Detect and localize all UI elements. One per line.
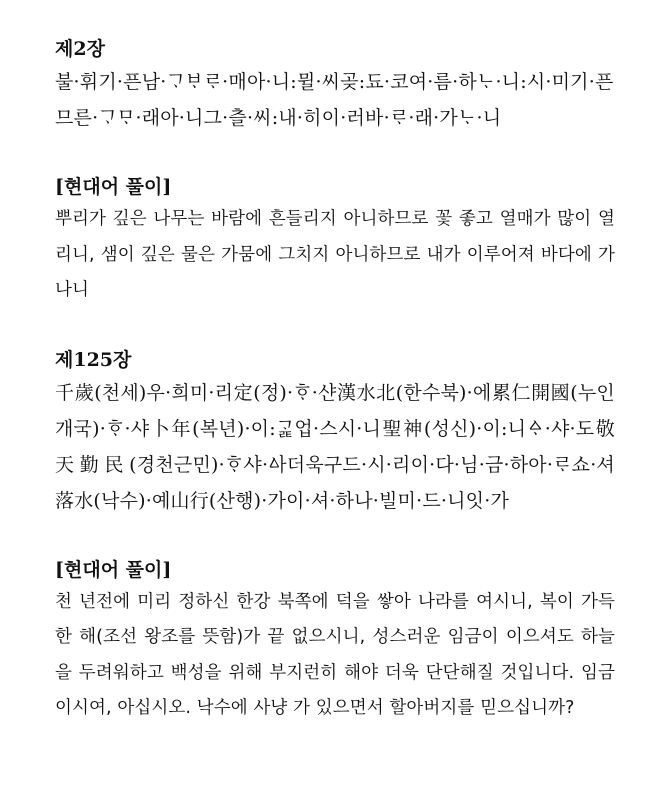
chapter-125-modern-section bbox=[55, 555, 615, 727]
chapter-125-original-text: 千歲(천세)우·희미·리定(정)·ᄒᆞ·샨漢水北(한수북)·에累仁開國(누인개국)·ᄒᆞ·샤卜年(복년)·이:ᄀᆞᆴ업·스시·니聖神(성신)·이:니ᅀᆞ·샤·도敬天勤民(경천근민)·ᄒᆞ샤·ᅀᅡ더욱구드·시·리이·다·님·금·하아·ᄅᆞ쇼·셔落水(낙수)·예山行(산행)·가이·셔·하나·빌미·드·니잇·가 bbox=[55, 381, 615, 512]
chapter-125-modern-text: 천 년전에 미리 정하신 한강 북쪽에 덕을 쌓아 나라를 여시니, 복이 가득한 해(조선 왕조를 뜻함)가 끝 없으시니, 성스러운 임금이 이으셔도 하늘을 두려워하고 백성을 위해 부지런히 해야 더욱 단단해질 것입니다. 임금이시여, 아십시오. 낙수에 사냥 가 있으면서 할아버지를 믿으십니까? bbox=[55, 591, 615, 718]
chapter-125-title: 제125장 bbox=[55, 348, 132, 371]
section-spacer bbox=[55, 136, 615, 172]
chapter-2-section bbox=[55, 34, 615, 136]
chapter-2-modern-text: 뿌리가 깊은 나무는 바람에 흔들리지 아니하므로 꽃 좋고 열매가 많이 열리니, 샘이 깊은 물은 가뭄에 그치지 아니하므로 내가 이루어져 바다에 가나니 bbox=[55, 209, 615, 300]
chapter-2-original-text: 불·휘기·픈남·ᄀᆞᄇᆞᄅᆞ·매아·니:뮐·씨곶:됴·코여·름·하ᄂᆞ·니:시·미기·픈므른·ᄀᆞᄆᆞ·래아·니그·츨·씨:내·히이·러바·ᄅᆞ·래·가ᄂᆞ·니 bbox=[55, 71, 614, 129]
section-spacer bbox=[55, 309, 615, 345]
chapter-2-modern-section bbox=[55, 172, 615, 309]
chapter-125-section bbox=[55, 345, 615, 519]
chapter-2-modern-title: [현대어 풀이] bbox=[55, 176, 172, 198]
chapter-2-title: 제2장 bbox=[55, 38, 105, 60]
section-spacer bbox=[55, 519, 615, 555]
document-page bbox=[55, 34, 615, 727]
chapter-125-modern-title: [현대어 풀이] bbox=[55, 558, 172, 581]
